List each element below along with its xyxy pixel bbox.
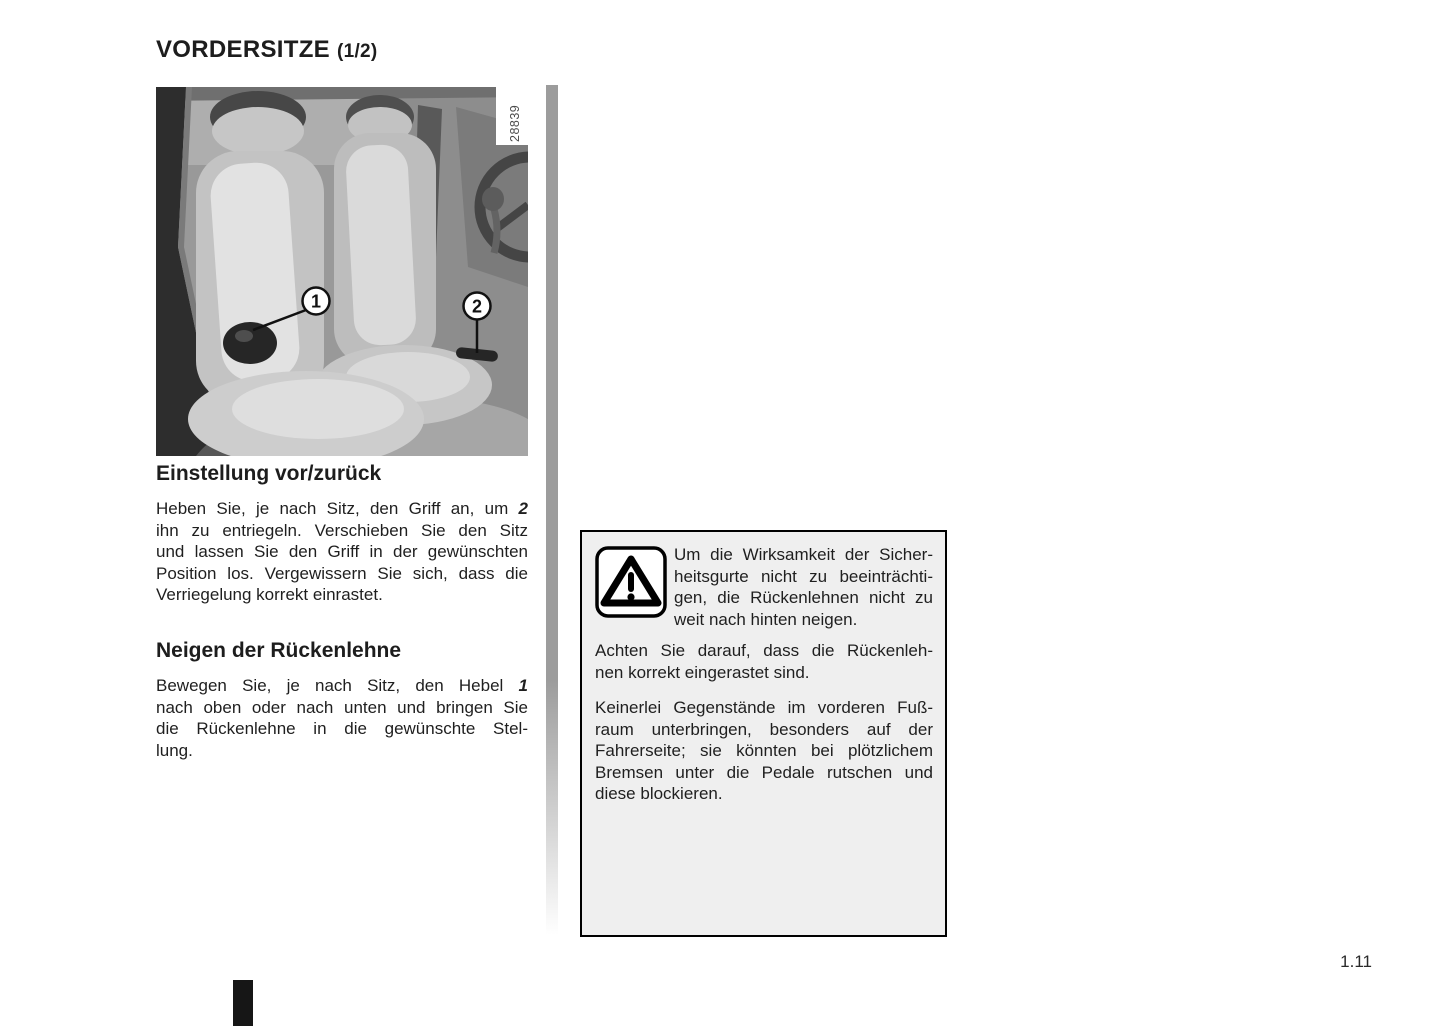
text-line: diese blockieren. <box>595 784 723 803</box>
text-line: und lassen Sie den Griff in der gewünschten <box>156 542 528 561</box>
section-paragraph-adjust <box>156 498 528 606</box>
warning-paragraph-2 <box>595 640 933 683</box>
text-line: Bremsen unter die Pedale rutschen und <box>595 762 933 782</box>
page-number: 1.11 <box>1340 952 1372 971</box>
text-line: gen, die Rückenlehnen nicht zu <box>674 588 933 607</box>
text-line-part: Bewegen Sie, je nach Sitz, den Hebel <box>156 676 504 695</box>
warning-paragraph-3 <box>595 697 933 805</box>
text-line: Verriegelung korrekt einrastet. <box>156 585 383 604</box>
callout-1-label: 1 <box>310 291 322 312</box>
warning-box <box>580 530 947 937</box>
text-line: Achten Sie darauf, dass die Rückenleh- <box>595 641 933 660</box>
text-line: Um die Wirksamkeit der Sicher- <box>674 545 933 564</box>
seat-photo <box>156 87 528 456</box>
text-line <box>156 498 528 520</box>
binding-mark <box>233 980 253 1026</box>
text-line: Fahrerseite; sie könnten bei plötzlichem <box>595 741 933 760</box>
text-line <box>156 675 528 697</box>
seat-illustration <box>156 87 528 456</box>
warning-triangle-icon <box>595 546 667 618</box>
text-line: lung. <box>156 740 193 760</box>
section-heading-adjust-forward-back: Einstellung vor/zurück <box>156 462 382 485</box>
photo-ref-number: 28839 <box>508 104 522 142</box>
text-line: nach oben oder nach unten und bringen Sie <box>156 697 528 717</box>
text-line: ihn zu entriegeln. Verschieben Sie den Sitz <box>156 520 528 540</box>
section-heading-recline-backrest: Neigen der Rückenlehne <box>156 639 402 662</box>
callout-ref-1: 1 <box>518 676 528 695</box>
callout-ref-2: 2 <box>518 499 528 518</box>
text-line: Keinerlei Gegenstände im vorderen Fuß- <box>595 698 933 717</box>
section-paragraph-recline <box>156 675 528 761</box>
gear-lever <box>494 209 497 253</box>
text-line: Position los. Vergewissern Sie sich, dass die <box>156 563 528 583</box>
text-line: raum unterbringen, besonders auf der <box>595 719 933 739</box>
page-title <box>156 36 378 64</box>
recline-knob <box>223 322 277 364</box>
page-title-text: VORDERSITZE <box>156 36 330 63</box>
text-line-part: Heben Sie, je nach Sitz, den Griff an, um <box>156 499 509 518</box>
warning-paragraph-1 <box>674 544 933 630</box>
text-line: die Rückenlehne in die gewünschte Stel- <box>156 719 528 738</box>
text-line: heitsgurte nicht zu beeinträchti- <box>674 566 933 586</box>
text-line: weit nach hinten neigen. <box>674 609 858 629</box>
column-divider-bar <box>546 85 558 935</box>
callout-2-label: 2 <box>471 296 483 317</box>
text-line: nen korrekt eingerastet sind. <box>595 662 810 682</box>
page-title-suffix: (1/2) <box>336 41 378 62</box>
